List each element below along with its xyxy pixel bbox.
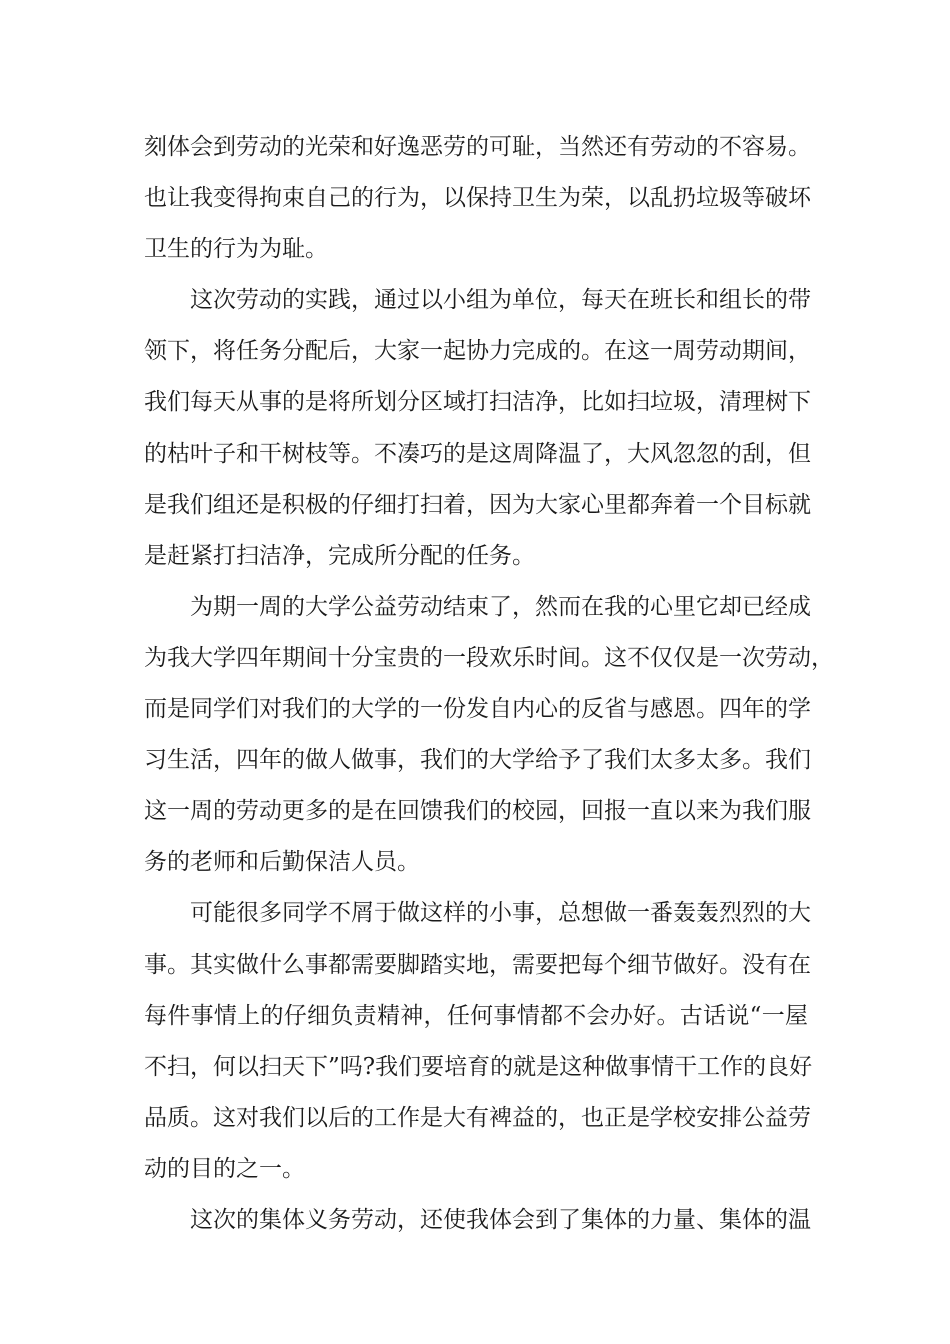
text-line: 领下，将任务分配后，大家一起协力完成的。在这一周劳动期间， xyxy=(144,338,811,365)
text-line: 卫生的行为为耻。 xyxy=(144,236,328,263)
text-line: 我们每天从事的是将所划分区域打扫洁净，比如扫垃圾，清理树下 xyxy=(144,389,811,416)
text-line: 务的老师和后勤保洁人员。 xyxy=(144,849,420,876)
text-line: 不扫，何以扫天下”吗?我们要培育的就是这种做事情干工作的良好 xyxy=(144,1053,813,1080)
text-line: 每件事情上的仔细负责精神，任何事情都不会办好。古话说“一屋 xyxy=(144,1002,808,1029)
text-line: 也让我变得拘束自己的行为，以保持卫生为荣，以乱扔垃圾等破坏 xyxy=(144,185,811,212)
paragraph-1 xyxy=(144,122,811,275)
text-line: 可能很多同学不屑于做这样的小事，总想做一番轰轰烈烈的大 xyxy=(190,900,811,927)
paragraph-2 xyxy=(144,275,811,582)
text-line: 的枯叶子和干树枝等。不凑巧的是这周降温了，大风忽忽的刮，但 xyxy=(144,440,811,467)
text-line: 这次的集体义务劳动，还使我体会到了集体的力量、集体的温 xyxy=(190,1206,811,1233)
text-line: 习生活，四年的做人做事，我们的大学给予了我们太多太多。我们 xyxy=(144,747,811,774)
paragraph-5 xyxy=(144,1195,811,1246)
text-line: 动的目的之一。 xyxy=(144,1155,305,1182)
text-line: 这次劳动的实践，通过以小组为单位，每天在班长和组长的带 xyxy=(190,287,811,314)
text-line: 是赶紧打扫洁净，完成所分配的任务。 xyxy=(144,542,535,569)
paragraph-3 xyxy=(144,582,834,889)
text-line: 事。其实做什么事都需要脚踏实地，需要把每个细节做好。没有在 xyxy=(144,951,811,978)
text-line: 为我大学四年期间十分宝贵的一段欢乐时间。这不仅仅是一次劳动， xyxy=(144,644,834,671)
paragraph-4 xyxy=(144,888,813,1195)
document-body xyxy=(144,122,834,1246)
text-line: 是我们组还是积极的仔细打扫着，因为大家心里都奔着一个目标就 xyxy=(144,491,811,518)
text-line: 品质。这对我们以后的工作是大有裨益的，也正是学校安排公益劳 xyxy=(144,1104,811,1131)
text-line: 为期一周的大学公益劳动结束了，然而在我的心里它却已经成 xyxy=(190,593,811,620)
text-line: 这一周的劳动更多的是在回馈我们的校园，回报一直以来为我们服 xyxy=(144,798,811,825)
text-line: 而是同学们对我们的大学的一份发自内心的反省与感恩。四年的学 xyxy=(144,696,811,723)
text-line: 刻体会到劳动的光荣和好逸恶劳的可耻，当然还有劳动的不容易。 xyxy=(144,134,811,160)
